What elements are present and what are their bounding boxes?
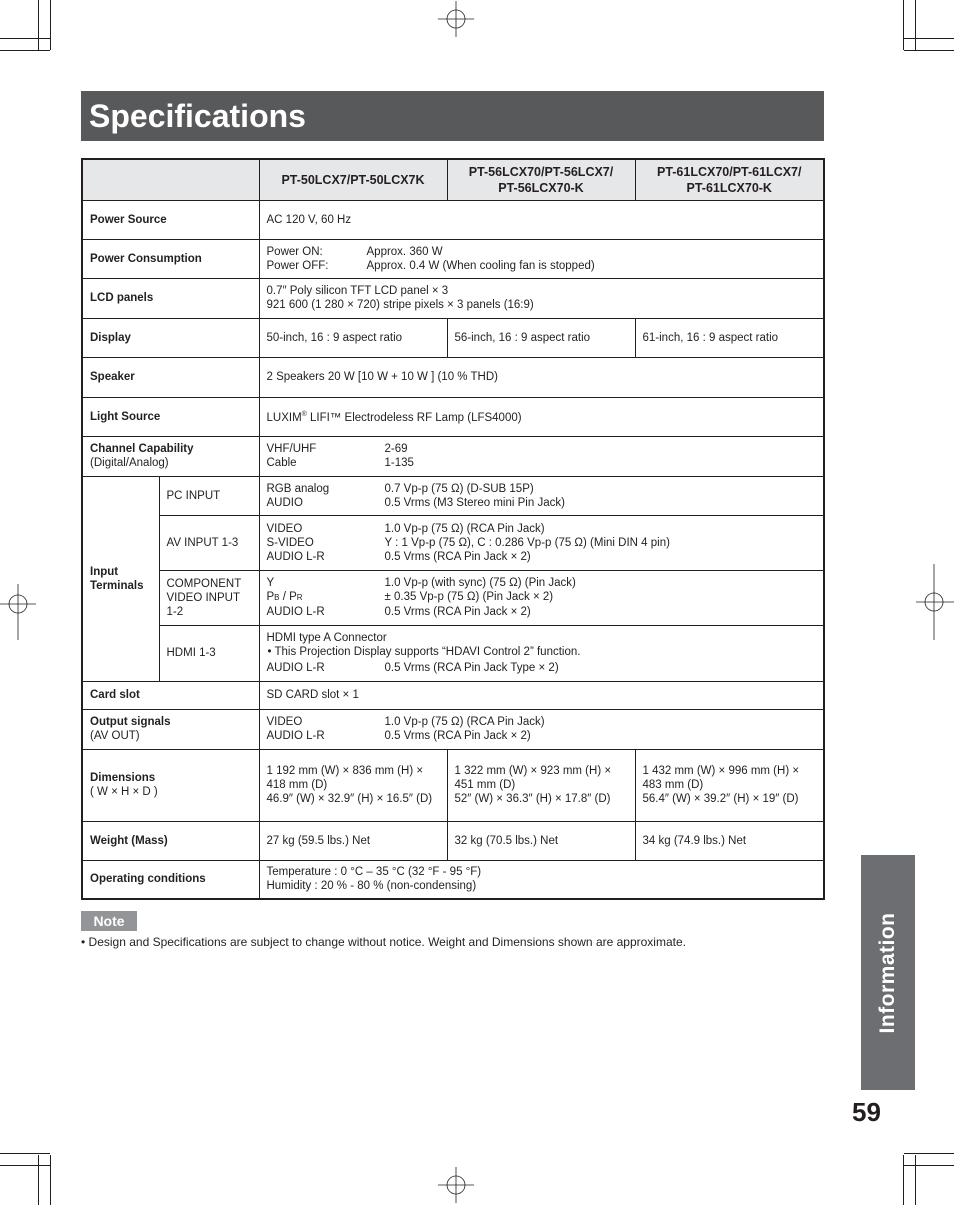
value-text: LUXIM <box>266 411 302 424</box>
value-line: 46.9″ (W) × 32.9″ (H) × 16.5″ (D) <box>266 793 433 805</box>
value-line: 418 mm (D) <box>266 779 328 791</box>
crop-mark <box>0 38 50 39</box>
crop-mark <box>38 0 39 50</box>
table-row <box>82 357 824 397</box>
section-side-tab <box>861 855 915 1090</box>
crop-mark <box>903 1155 904 1205</box>
row-value <box>259 278 824 318</box>
row-label: Display <box>82 318 259 357</box>
row-value <box>259 476 824 515</box>
row-value <box>259 515 824 570</box>
crop-mark <box>915 1155 916 1205</box>
key: AUDIO <box>266 496 303 509</box>
title-bar <box>81 91 824 141</box>
row-value: 34 kg (74.9 lbs.) Net <box>635 821 824 860</box>
crop-mark <box>0 50 50 51</box>
value: 1.0 Vp-p (75 Ω) (RCA Pin Jack) <box>384 716 545 728</box>
crop-mark <box>904 50 954 51</box>
value: 0.5 Vrms (RCA Pin Jack × 2) <box>384 606 531 618</box>
value-line: 1 432 mm (W) × 996 mm (H) × <box>642 765 800 777</box>
row-label: Power Source <box>82 200 259 239</box>
row-value: SD CARD slot × 1 <box>259 681 824 709</box>
key: RGB analog <box>266 482 330 495</box>
key: AUDIO L-R <box>266 730 325 742</box>
label-main: Channel Capability <box>90 443 194 455</box>
row-value <box>259 570 824 625</box>
sub-label: HDMI 1-3 <box>159 625 259 681</box>
table-row <box>82 397 824 436</box>
row-value: 56-inch, 16 : 9 aspect ratio <box>447 318 635 357</box>
row-value <box>259 749 447 821</box>
registration-mark <box>0 584 36 640</box>
row-label: Light Source <box>82 397 259 436</box>
value-line: 483 mm (D) <box>642 779 704 791</box>
row-value: 50-inch, 16 : 9 aspect ratio <box>259 318 447 357</box>
row-value <box>259 709 824 749</box>
page-title: Specifications <box>89 98 306 134</box>
crop-mark <box>50 0 51 50</box>
table-row <box>82 318 824 357</box>
value-line: Humidity : 20 % - 80 % (non-condensing) <box>266 880 477 893</box>
model-header: PT-50LCX7/PT-50LCX7K <box>259 159 447 200</box>
key: VHF/UHF <box>266 443 317 455</box>
table-row <box>82 278 824 318</box>
value: Approx. 360 W <box>366 245 443 258</box>
value: 1.0 Vp-p (with sync) (75 Ω) (Pin Jack) <box>384 577 576 589</box>
crop-mark <box>50 1155 51 1205</box>
key: AUDIO L-R <box>266 606 325 618</box>
label-sub: ( W × H × D ) <box>90 786 158 798</box>
row-value: 32 kg (70.5 lbs.) Net <box>447 821 635 860</box>
crop-mark <box>915 0 916 50</box>
table-row <box>82 239 824 278</box>
crop-mark <box>904 1165 954 1166</box>
value: 0.5 Vrms (RCA Pin Jack × 2) <box>384 730 531 742</box>
key: S-VIDEO <box>266 536 314 549</box>
crop-mark <box>903 0 904 50</box>
value-line: HDMI type A Connector <box>266 632 387 644</box>
key: AUDIO L-R <box>266 662 325 674</box>
row-value <box>259 436 824 476</box>
row-value: 2 Speakers 20 W [10 W + 10 W ] (10 % THD) <box>259 357 824 397</box>
header-blank-cell <box>82 159 259 200</box>
side-tab-label: Information <box>876 912 899 1033</box>
value-line: 1 192 mm (W) × 836 mm (H) × <box>266 765 424 777</box>
row-value: AC 120 V, 60 Hz <box>259 200 824 239</box>
row-value <box>447 749 635 821</box>
label-line: 1-2 <box>166 605 184 618</box>
key: Y <box>266 577 275 589</box>
row-label <box>82 749 259 821</box>
label-line: Terminals <box>90 579 144 592</box>
key: Cable <box>266 457 297 469</box>
crop-mark <box>904 38 954 39</box>
sub-label: PC INPUT <box>159 476 259 515</box>
table-row <box>82 821 824 860</box>
table-row <box>82 476 824 515</box>
value-line: 921 600 (1 280 × 720) stripe pixels × 3 panels (16:9) <box>266 299 534 311</box>
key: VIDEO <box>266 522 303 535</box>
label-sub: (AV OUT) <box>90 730 140 742</box>
registration-mark <box>438 1167 474 1203</box>
value: ± 0.35 Vp-p (75 Ω) (Pin Jack × 2) <box>384 591 554 603</box>
table-row <box>82 515 824 570</box>
table-row <box>82 709 824 749</box>
row-value <box>259 239 824 278</box>
key <box>267 590 385 605</box>
table-row <box>82 749 824 821</box>
table-row <box>82 570 824 625</box>
table-row <box>82 860 824 899</box>
model-header: PT-61LCX70/PT-61LCX7/ PT-61LCX70-K <box>635 159 824 200</box>
value: 1-135 <box>384 457 414 469</box>
key-subscript: R <box>296 593 303 602</box>
sub-label: AV INPUT 1-3 <box>159 515 259 570</box>
row-label: Operating conditions <box>82 860 259 899</box>
label-line: VIDEO INPUT <box>166 591 240 604</box>
row-value <box>259 625 824 681</box>
row-label <box>82 436 259 476</box>
table-row <box>82 200 824 239</box>
label-main: Output signals <box>90 716 171 728</box>
value-line: • This Projection Display supports “HDAVI Control 2” function. <box>267 646 581 658</box>
row-label: Power Consumption <box>82 239 259 278</box>
value: 0.5 Vrms (RCA Pin Jack Type × 2) <box>384 662 559 674</box>
key-part: P <box>266 591 275 603</box>
value-line: 56.4″ (W) × 39.2″ (H) × 19″ (D) <box>642 793 799 805</box>
registered-mark: ® <box>301 411 307 419</box>
page-number: 59 <box>852 1097 881 1127</box>
value: 0.5 Vrms (M3 Stereo mini Pin Jack) <box>384 496 565 509</box>
registration-mark <box>438 1 474 37</box>
label-sub: (Digital/Analog) <box>90 457 169 469</box>
value-line: 451 mm (D) <box>454 779 516 791</box>
row-label: Card slot <box>82 681 259 709</box>
registration-mark <box>916 564 954 640</box>
note-badge: Note <box>81 911 137 931</box>
row-value: 61-inch, 16 : 9 aspect ratio <box>635 318 824 357</box>
value-line: 52″ (W) × 36.3″ (H) × 17.8″ (D) <box>454 793 611 805</box>
table-header-row <box>82 159 824 200</box>
label-main: Dimensions <box>90 772 156 784</box>
crop-mark <box>0 1165 50 1166</box>
value: 0.7 Vp-p (75 Ω) (D-SUB 15P) <box>384 482 534 495</box>
row-value: 27 kg (59.5 lbs.) Net <box>259 821 447 860</box>
table-row <box>82 625 824 681</box>
row-value <box>259 860 824 899</box>
value: Approx. 0.4 W (When cooling fan is stopped) <box>366 259 595 272</box>
value-line: 1 322 mm (W) × 923 mm (H) × <box>454 765 612 777</box>
crop-mark <box>0 1153 50 1154</box>
note-text: • Design and Specifications are subject to change without notice. Weight and Dimensions shown are approximate. <box>81 935 686 949</box>
key: Power ON: <box>266 245 323 258</box>
key: Power OFF: <box>266 259 329 272</box>
value: 0.5 Vrms (RCA Pin Jack × 2) <box>384 550 531 563</box>
key-subscript: B <box>274 593 280 602</box>
value-line: 0.7″ Poly silicon TFT LCD panel × 3 <box>266 285 449 297</box>
input-terminals-label <box>82 476 159 681</box>
value: 2-69 <box>384 443 408 455</box>
crop-mark <box>904 1153 954 1154</box>
key: AUDIO L-R <box>266 550 325 563</box>
key-part: / P <box>279 591 297 603</box>
model-header: PT-56LCX70/PT-56LCX7/ PT-56LCX70-K <box>447 159 635 200</box>
value: 1.0 Vp-p (75 Ω) (RCA Pin Jack) <box>384 522 545 535</box>
key: VIDEO <box>266 716 303 728</box>
crop-mark <box>38 1155 39 1205</box>
sub-label <box>159 570 259 625</box>
specifications-table <box>81 158 825 900</box>
label-line: COMPONENT <box>166 577 242 590</box>
row-label: Speaker <box>82 357 259 397</box>
value-line: Temperature : 0 °C – 35 °C (32 °F - 95 °F) <box>266 866 482 879</box>
value-text: LIFI™ Electrodeless RF Lamp (LFS4000) <box>306 411 522 424</box>
row-value <box>635 749 824 821</box>
table-row <box>82 681 824 709</box>
label-line: Input <box>90 565 119 578</box>
row-label <box>82 709 259 749</box>
row-value <box>259 397 824 436</box>
row-label: LCD panels <box>82 278 259 318</box>
table-row <box>82 436 824 476</box>
row-label: Weight (Mass) <box>82 821 259 860</box>
value: Y : 1 Vp-p (75 Ω), C : 0.286 Vp-p (75 Ω) (Mini DIN 4 pin) <box>384 536 670 549</box>
